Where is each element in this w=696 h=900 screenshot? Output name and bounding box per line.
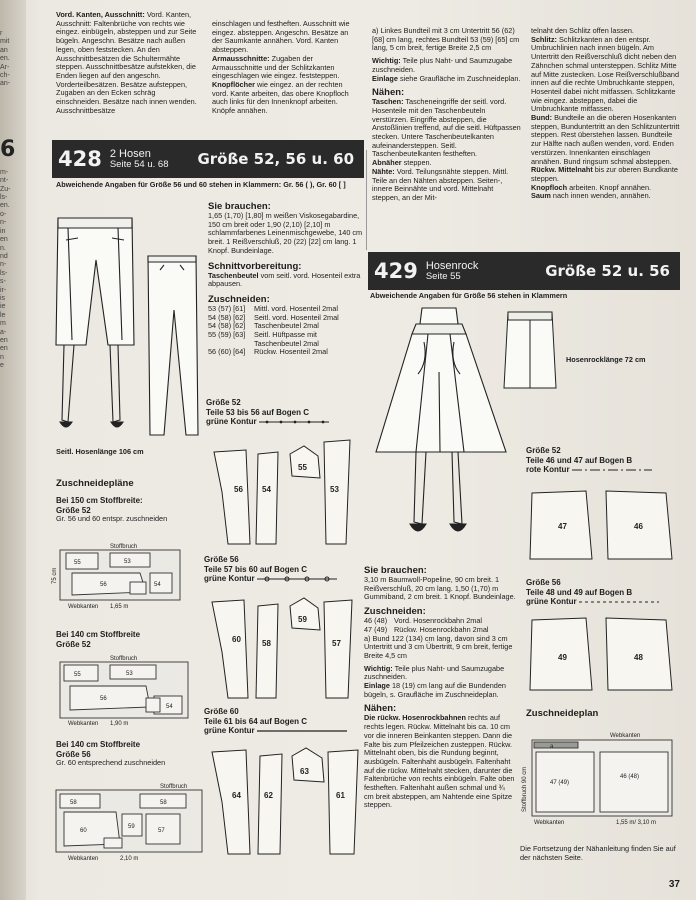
wichtig-text: Teile plus Naht- und Saumzugabe zuschneiden. xyxy=(372,56,513,74)
model-428-size-56-pieces xyxy=(204,592,366,704)
piece-number: 61 xyxy=(336,791,345,800)
naehen-text: rechts auf rechts legen. Rückw. Mittelnaht bis ca. 10 cm vor die inneren Beinkanten steppen. Dann die Falte bis zum Pfeilzeichen zusteppen. Rückw. Mittelnaht oben, bis die Rundung beginnt, ausbügeln. Faltenhaht ausbügeln. Faltenhaht auf die rückw. Mittelnaht stecken, darunter die Faltenbrüche von rechts einbügeln. Falte oben festheften. Faltenhaht außen schmal und ¾ cm breit absteppen, am Nahtende eine Spitze steppen. xyxy=(364,713,515,810)
zuschneiden-heading: Zuschneiden: xyxy=(208,293,270,305)
contour-line-sample xyxy=(579,599,659,605)
cut-piece-number: 46 (48) xyxy=(364,616,388,626)
model-429-deviating: Abweichende Angaben für Größe 56 stehen in Klammern xyxy=(370,291,568,300)
trousers-front xyxy=(56,218,134,345)
plan-1-note: Gr. 56 und 60 entspr. zuschneiden xyxy=(56,514,168,523)
model-428-materials xyxy=(208,201,364,357)
model-number: 429 xyxy=(374,259,418,283)
instructions-column-3 xyxy=(372,27,522,203)
margin-fragment: n xyxy=(0,353,4,361)
plan-label: a xyxy=(550,744,554,750)
plan-2-heading: Bei 140 cm Stoffbreite xyxy=(56,630,141,639)
piece-number: 56 xyxy=(234,485,243,494)
model-428-size-52-caption xyxy=(206,398,366,427)
margin-fragment: e xyxy=(0,362,4,370)
margin-fragment: en. xyxy=(0,55,10,63)
contour-line-sample xyxy=(257,576,337,582)
naehte-heading: Nähte: xyxy=(372,166,395,176)
model-size: Größe 52, 56 u. 60 xyxy=(197,150,354,168)
plan-3-label: 60 xyxy=(80,828,87,834)
model-429-cutting-plan xyxy=(516,728,684,832)
piece-number: 48 xyxy=(634,653,643,662)
model-429-size-56-pieces xyxy=(526,612,676,697)
model-429-plan-heading: Zuschneideplan xyxy=(526,708,599,719)
plan-3-caption xyxy=(56,740,206,768)
margin-fragment: ch- xyxy=(0,72,10,80)
cut-piece-text: Rückw. Hosenteil 2mal xyxy=(254,347,328,357)
model-429-length: Hosenrocklänge 72 cm xyxy=(566,355,646,364)
margin-fragment: an- xyxy=(0,80,11,88)
cut-piece-number: 54 (58) [62] xyxy=(208,312,246,322)
sie-brauchen-text: 3,10 m Baumwoll-Popeline, 90 cm breit. 1 Reißverschluß, 20 cm lang. 1,50 (1,70) m Gummiband, 2 cm breit. 1 Knopf. Bundeinlage. xyxy=(364,575,516,602)
plan-1-label: 54 xyxy=(154,582,161,588)
margin-fragment: nt- xyxy=(0,177,9,185)
bund-cut-text: a) Linkes Bundteil mit 3 cm Untertritt 56 (62) [68] cm lang, rechtes Bundteil 53 (59) [65] cm lang, 5 cm breit, fertige Breite 2,5 cm xyxy=(372,26,520,53)
model-428-plans-heading: Zuschneidepläne xyxy=(56,478,134,489)
abnaeher-text: steppen. xyxy=(403,158,432,168)
plan-2-size: Größe 52 xyxy=(56,639,91,649)
plan-2-label: Stoffbruch xyxy=(110,656,138,662)
margin-fragment: Ar- xyxy=(0,63,10,71)
cut-piece-number: 56 (60) [64] xyxy=(208,347,246,357)
model-428-size-60-caption xyxy=(204,707,364,736)
model-number: 428 xyxy=(58,147,102,171)
taschen-heading: Taschen: xyxy=(372,97,404,107)
size-56-contour: grüne Kontur xyxy=(526,597,577,606)
size-60-contour: grüne Kontur xyxy=(204,726,255,735)
culotte-skirt xyxy=(376,334,506,452)
plan-label: 47 (49) xyxy=(550,780,570,786)
schlitz-intro: telnaht den Schlitz offen lassen. xyxy=(531,26,634,35)
taschenbeutel-label: Taschenbeutel xyxy=(208,270,259,280)
size-52-contour: rote Kontur xyxy=(526,465,570,474)
plan-label: Webkanten xyxy=(534,820,565,826)
intro-column-2 xyxy=(212,20,360,116)
margin-fragment: n- xyxy=(0,219,7,227)
bund-text: Bundteile an die oberen Hosenkanten steppen, Bunduntertritt an den Schlitzuntertritt steppen. Rest überstehen lassen. Bundteile zur Hälfte nach außen wenden, vord. Enden verstürzen. Innenkanten einschlagen annähen. Bund ringsum schmal absteppen. xyxy=(531,113,680,166)
plan-2-label: 1,90 m xyxy=(110,721,129,727)
size-56-parts: Teile 48 und 49 auf Bogen B xyxy=(526,587,633,597)
plan-3-label: 57 xyxy=(158,828,165,834)
margin-fragment: en xyxy=(0,236,8,244)
margin-fragment: en xyxy=(0,336,8,344)
rueckw-heading: Rückw. Mittelnaht xyxy=(531,165,593,175)
cut-piece-text: Rückw. Hosenrockbahn 2mal xyxy=(394,624,489,634)
cutting-plan-1 xyxy=(50,540,200,612)
taschen-text: Tascheneingriffe der seitl. vord. Hosenteile mit den Taschenbeuteln verstürzen. Eingriffe absteppen, die Anstoßlinien treffend, auf die seitl. Hüftpassen stecken. Untere Taschenbeutelkanten aufeinandersteppen. Seitl. Taschenbeutelkanten festheften. xyxy=(372,97,521,159)
cut-row xyxy=(208,331,364,348)
size-60-parts: Teile 61 bis 64 auf Bogen C xyxy=(204,716,307,726)
size-56-heading: Größe 56 xyxy=(526,578,561,587)
plan-1-label: 53 xyxy=(124,559,131,565)
margin-fragment: a- xyxy=(0,328,7,336)
margin-fragment: n. xyxy=(0,244,6,252)
plan-1-label: 55 xyxy=(74,560,81,566)
plan-3-label: Stoffbruch xyxy=(160,784,188,790)
plan-3-label: 58 xyxy=(160,800,167,806)
margin-fragment: nd xyxy=(0,252,8,260)
einlage-heading: Einlage xyxy=(364,681,390,691)
plan-1-size: Größe 52 xyxy=(56,505,91,515)
instructions-column-4 xyxy=(531,27,681,201)
bund-cut-text: a) Bund 122 (134) cm lang, davon sind 3 cm Untertritt und 3 cm Übertritt, 9 cm breit, fertige Breite 4,5 cm xyxy=(364,633,513,660)
model-429-size-52-pieces xyxy=(526,485,676,565)
size-52-heading: Größe 52 xyxy=(526,446,561,455)
cut-piece-text: Seitl. Hüftpasse mit Taschenbeutel 2mal xyxy=(254,330,319,348)
piece-number: 46 xyxy=(634,522,643,531)
piece-number: 58 xyxy=(262,639,271,648)
margin-fragment: le xyxy=(0,311,6,319)
plan-1-label: 75 cm xyxy=(52,567,58,584)
wichtig-heading: Wichtig: xyxy=(372,56,401,66)
margin-fragment: ls- xyxy=(0,194,8,202)
trousers-back xyxy=(148,256,198,435)
schnittvorbereitung-heading: Schnittvorbereitung: xyxy=(208,260,302,272)
page-number: 37 xyxy=(668,879,680,890)
plan-3-label: 59 xyxy=(128,824,135,830)
piece-number: 63 xyxy=(300,767,309,776)
bund-heading: Bund: xyxy=(531,113,553,123)
margin-fragment: Zu- xyxy=(0,185,11,193)
size-52-parts: Teile 53 bis 56 auf Bogen C xyxy=(206,407,309,417)
naehen-heading: Nähen: xyxy=(372,87,405,99)
knopfloch-text: arbeiten. Knopf annähen. xyxy=(569,182,652,192)
margin-fragment: s- xyxy=(0,278,6,286)
cut-piece-number: 55 (59) [63] xyxy=(208,330,246,340)
cut-piece-number: 53 (57) [61] xyxy=(208,303,246,313)
margin-fragment: n- xyxy=(0,261,7,269)
model-title: Hosenrock xyxy=(425,259,479,272)
left-margin-number: 6 xyxy=(0,137,16,162)
sie-brauchen-heading: Sie brauchen: xyxy=(364,565,427,576)
cut-row xyxy=(208,348,364,357)
margin-text-fragments xyxy=(0,30,24,371)
model-429-header xyxy=(368,252,680,290)
plan-label: Stoffbruch 90 cm xyxy=(522,766,528,812)
model-429-back-view xyxy=(500,308,560,393)
plan-3-size: Größe 56 xyxy=(56,749,91,759)
schlitz-heading: Schlitz: xyxy=(531,34,557,44)
margin-fragment: m xyxy=(0,320,6,328)
margin-fragment: is xyxy=(0,294,6,302)
model-429-size-56-caption xyxy=(526,578,686,607)
naehte-text: Vord. Teilungsnähte steppen. Mittl. Teile an den Nähten absteppen. Seiten-, innere Beinnähte und vord. Mittelnaht steppen, an der Mit- xyxy=(372,166,509,202)
contour-line-sample xyxy=(257,728,347,734)
margin-fragment: o- xyxy=(0,210,7,218)
plan-1-label: Webkanten xyxy=(68,604,99,610)
plan-2-label: 56 xyxy=(100,696,107,702)
cut-piece-text: Mittl. vord. Hosenteil 2mal xyxy=(254,303,338,313)
einlage-heading: Einlage xyxy=(372,73,398,83)
size-52-parts: Teile 46 und 47 auf Bogen B xyxy=(526,455,633,465)
cut-piece-number: 47 (49) xyxy=(364,624,388,634)
piece-number: 49 xyxy=(558,653,567,662)
continuation-note: Die Fortsetzung der Nähanleitung finden Sie auf der nächsten Seite. xyxy=(520,844,676,862)
wichtig-heading: Wichtig: xyxy=(364,663,393,673)
plan-1-label: 56 xyxy=(100,582,107,588)
plan-3-label: 58 xyxy=(70,800,77,806)
cut-piece-number: 54 (58) [62] xyxy=(208,321,246,331)
margin-fragment: r xyxy=(0,30,3,37)
plan-2-label: Webkanten xyxy=(68,721,99,727)
margin-fragment: ls- xyxy=(0,269,8,277)
intro-text-2b: Zugaben der Armausschnitte und der Schlitzkanten eingeschlagen wie eingez. feststeppen. xyxy=(212,53,340,81)
model-428-length: Seitl. Hosenlänge 106 cm xyxy=(56,447,144,456)
plan-3-label: Webkanten xyxy=(68,856,99,862)
model-428-size-60-pieces xyxy=(204,742,366,860)
model-428-header xyxy=(52,140,364,178)
model-428-trousers-drawing xyxy=(50,200,200,450)
piece-number: 57 xyxy=(332,639,341,648)
size-56-contour: grüne Kontur xyxy=(204,574,255,583)
einlage-text: siehe Graufläche im Zuschneideplan. xyxy=(399,73,521,83)
model-428-size-52-pieces xyxy=(206,432,366,550)
schlitz-text: Schlitzkanten an den entspr. Umbruchlinien nach innen bügeln. Am Untertritt den Reißverschluß dicht neben den Zähnchen schmal untersteppen. Schlitz Mitte auf Mitte zustecken. Lose Reißverschlußband innen auf die rechte Umbruchkante steppen, Hosenteil dabei nicht mitfassen. Schlitzkante wie eingez. absteppen, dabei die Umbruchkante mitfassen. xyxy=(531,34,680,114)
piece-number: 53 xyxy=(330,485,339,494)
piece-number: 60 xyxy=(232,635,241,644)
intro-text-2c: wie eingez. an der rechten vord. Kante arbeiten, das obere Knopfloch auch links für den Innenknopf arbeiten. Knöpfe annähen. xyxy=(212,79,349,116)
piece-number: 47 xyxy=(558,522,567,531)
sie-brauchen-text: 1,65 (1,70) [1,80] m weißen Viskosegabardine, 150 cm breit oder 1,90 (2,10) [2,10] m schlammfarbenes Leinenmischgewebe, 140 cm breit. 1 Reißverschluß, 20 (22) [22] cm lang. 1 Knopf. Bundeinlage. xyxy=(208,211,363,255)
size-56-parts: Teile 57 bis 60 auf Bogen C xyxy=(204,564,307,574)
cut-piece-text: Seitl. vord. Hosenteil 2mal xyxy=(254,312,339,322)
margin-fragment: ie xyxy=(0,303,6,311)
model-428-deviating: Abweichende Angaben für Größe 56 und 60 stehen in Klammern: Gr. 56 ( ), Gr. 60 [ ] xyxy=(56,180,346,189)
margin-fragment: an xyxy=(0,46,8,54)
intro-text-1: Vord. Kanten, Ausschnitt: Faltenbrüche von rechts wie eingez. einbügeln, absteppen und zur Seite bügeln. Angeschn. Besätze nach außen legen, oben feststecken. An den Ausschnittbesätzen die Schultermähte steppen. Ausschnittbesätze aufstekken, die Enden liegen auf den angeschn. Vorderteilbesätzen. Besätze aufsteppen, Zugaben an den Ecken schräg einschneiden. Besätze nach innen wenden. Ausschnittbesätze xyxy=(56,10,197,115)
armausschnitte-heading: Armausschnitte: xyxy=(212,53,270,63)
naehen-subheading: Die rückw. Hosenrockbahnen xyxy=(364,713,466,723)
plan-2-label: 53 xyxy=(126,671,133,677)
wichtig-text: Teile plus Naht- und Saumzugabe zuschneiden. xyxy=(364,663,505,682)
piece-number: 55 xyxy=(298,463,307,472)
plan-1-caption xyxy=(56,496,206,524)
rueckw-text: bis zur oberen Bundkante steppen. xyxy=(531,165,678,183)
size-56-heading: Größe 56 xyxy=(204,555,239,564)
margin-fragment: in xyxy=(0,227,6,235)
piece-number: 59 xyxy=(298,615,307,624)
plan-3-heading: Bei 140 cm Stoffbreite xyxy=(56,740,141,749)
cutting-plan-3 xyxy=(50,780,210,862)
plan-1-label: Stoffbruch xyxy=(110,544,138,550)
piece-number: 54 xyxy=(262,485,271,494)
column-divider xyxy=(366,150,367,250)
model-pages: Seite 55 xyxy=(425,270,461,282)
schnittvorbereitung-text: vom seitl. vord. Hosenteil extra abpausen. xyxy=(208,270,361,289)
model-size: Größe 52 u. 56 xyxy=(545,262,670,280)
model-429-instructions xyxy=(364,565,516,810)
plan-2-label: 54 xyxy=(166,704,173,710)
abnaeher-heading: Abnäher xyxy=(372,158,402,168)
zuschneiden-heading: Zuschneiden: xyxy=(364,606,426,618)
size-52-contour: grüne Kontur xyxy=(206,417,257,426)
plan-label: 1,55 m/ 3,10 m xyxy=(616,820,657,826)
piece-number: 62 xyxy=(264,791,273,800)
intro-column-1: Vord. Kanten, Ausschnitt: Vord. Kanten, Ausschnitt: Faltenbrüche von rechts wie eingez. einbügeln, absteppen und zur Seite bügeln. Angeschn. Besätze nach außen legen, oben feststecken. An den Ausschnittbesätzen die Schultermähte steppen. Ausschnittbesätze aufstekken, die Enden liegen auf den angeschn. Vorderteilbesätzen. Besätze aufsteppen, Zugaben an den Ecken schräg einschneiden. Besätze nach innen wenden. Ausschnittbesätze xyxy=(56,10,197,115)
model-429-size-52-caption xyxy=(526,446,686,475)
einlage-text: 18 (19) cm lang auf die Bundenden bügeln, s. Graufläche im Zuschneideplan. xyxy=(364,681,506,699)
saum-heading: Saum xyxy=(531,191,551,201)
margin-fragment: en xyxy=(0,345,8,353)
plan-label: Webkanten xyxy=(610,733,641,739)
knopfloecher-heading: Knopflöcher xyxy=(212,79,255,89)
plan-1-label: 1,65 m xyxy=(110,604,129,610)
sie-brauchen-heading: Sie brauchen: xyxy=(208,201,271,212)
model-428-size-56-caption xyxy=(204,555,364,584)
size-52-heading: Größe 52 xyxy=(206,398,241,407)
contour-line-sample xyxy=(259,419,329,425)
naehen-heading: Nähen: xyxy=(364,703,397,715)
size-60-heading: Größe 60 xyxy=(204,707,239,716)
model-title: 2 Hosen xyxy=(109,147,151,160)
margin-fragment: m- xyxy=(0,168,9,176)
cut-piece-text: Vord. Hosenrockbahn 2mal xyxy=(394,616,483,626)
piece-number: 64 xyxy=(232,791,241,800)
model-429-figure-drawing xyxy=(370,302,520,560)
margin-fragment: en. xyxy=(0,202,10,210)
saum-text: nach innen wenden, annähen. xyxy=(552,191,651,201)
cut-piece-text: Taschenbeutel 2mal xyxy=(254,321,319,331)
contour-line-sample xyxy=(572,467,652,473)
plan-label: 46 (48) xyxy=(620,774,640,780)
plan-3-note: Gr. 60 entsprechend zuschneiden xyxy=(56,758,166,767)
model-pages: Seite 54 u. 68 xyxy=(109,158,169,170)
plan-1-heading: Bei 150 cm Stoffbreite: xyxy=(56,496,143,505)
plan-3-label: 2,10 m xyxy=(120,856,139,862)
cutting-plan-2 xyxy=(50,652,200,727)
intro-text-2a: einschlagen und festheften. Ausschnitt wie eingez. absteppen. Angeschn. Besätze an der Saumkante annähen. Vord. Kanten absteppen. xyxy=(212,19,350,55)
plan-2-label: 55 xyxy=(74,672,81,678)
knopfloch-heading: Knopfloch xyxy=(531,182,568,192)
margin-fragment: mit xyxy=(0,38,10,46)
plan-2-caption xyxy=(56,630,206,649)
margin-fragment: ir- xyxy=(0,286,7,294)
